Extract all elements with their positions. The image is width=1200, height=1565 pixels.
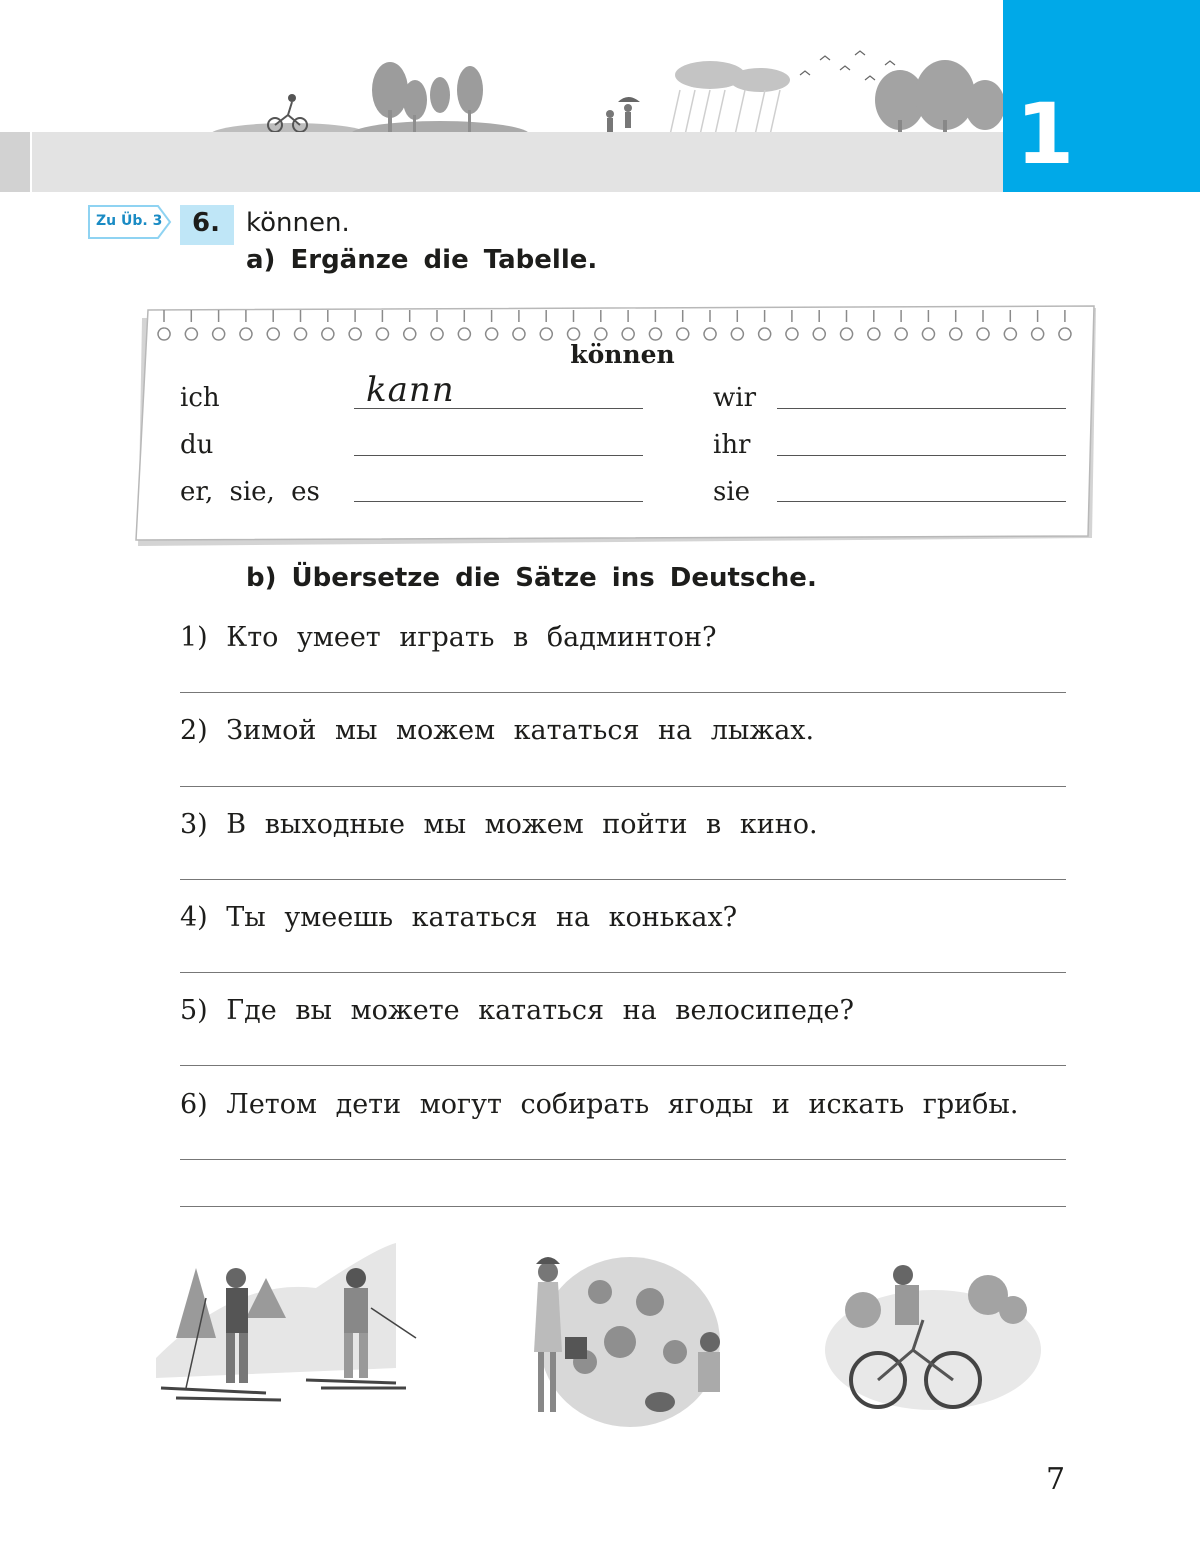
- sentence-4: 4) Ты умеешь кататься на коньках?: [180, 902, 738, 933]
- part-b-instruction: b) Übersetze die Sätze ins Deutsche.: [246, 563, 817, 593]
- answer-line-1[interactable]: [180, 692, 1066, 693]
- pronoun-du: du: [180, 430, 214, 460]
- answer-line-4[interactable]: [180, 972, 1066, 973]
- exercise-reference-tag: [88, 205, 168, 239]
- fill-line-sie[interactable]: [777, 501, 1066, 502]
- header-dark-strip: [0, 132, 32, 192]
- sentence-2: 2) Зимой мы можем кататься на лыжах.: [180, 715, 815, 746]
- fill-line-du[interactable]: [354, 455, 643, 456]
- header-gray-strip: [0, 132, 1003, 192]
- sentence-1: 1) Кто умеет играть в бадминтон?: [180, 622, 717, 653]
- fill-line-er-sie-es[interactable]: [354, 501, 643, 502]
- pronoun-ihr: ihr: [713, 430, 751, 460]
- notepad-frame: [134, 300, 1100, 552]
- pronoun-er-sie-es: er, sie, es: [180, 477, 320, 507]
- page-number: 7: [1046, 1462, 1066, 1497]
- pronoun-wir: wir: [713, 383, 756, 413]
- answer-line-3[interactable]: [180, 879, 1066, 880]
- answer-line-5[interactable]: [180, 1065, 1066, 1066]
- answer-line-2[interactable]: [180, 786, 1066, 787]
- answer-line-6b[interactable]: [180, 1206, 1066, 1207]
- berry-picking-illustration: [510, 1232, 742, 1432]
- task-title: können.: [246, 208, 350, 238]
- cycling-illustration: [823, 1250, 1043, 1420]
- task-number: 6.: [192, 208, 220, 238]
- exercise-reference-label: Zu Üb. 3: [96, 213, 163, 229]
- part-a-instruction: a) Ergänze die Tabelle.: [246, 245, 598, 275]
- sentence-5: 5) Где вы можете кататься на велосипеде?: [180, 995, 855, 1026]
- header-band: [0, 0, 1200, 192]
- skiing-illustration: [156, 1238, 448, 1414]
- landscape-illustration: [200, 40, 1003, 140]
- sentence-3: 3) В выходные мы можем пойти в кино.: [180, 809, 818, 840]
- fill-line-wir[interactable]: [777, 408, 1066, 409]
- sentence-6: 6) Летом дети могут собирать ягоды и искать грибы.: [180, 1089, 1019, 1120]
- example-answer: kann: [366, 370, 455, 410]
- fill-line-ich[interactable]: [354, 408, 643, 409]
- notepad-table: [134, 300, 1100, 552]
- chapter-number: 1: [1015, 85, 1075, 183]
- table-title: können: [570, 340, 675, 369]
- pronoun-ich: ich: [180, 383, 220, 413]
- pronoun-sie: sie: [713, 477, 751, 507]
- answer-line-6a[interactable]: [180, 1159, 1066, 1160]
- fill-line-ihr[interactable]: [777, 455, 1066, 456]
